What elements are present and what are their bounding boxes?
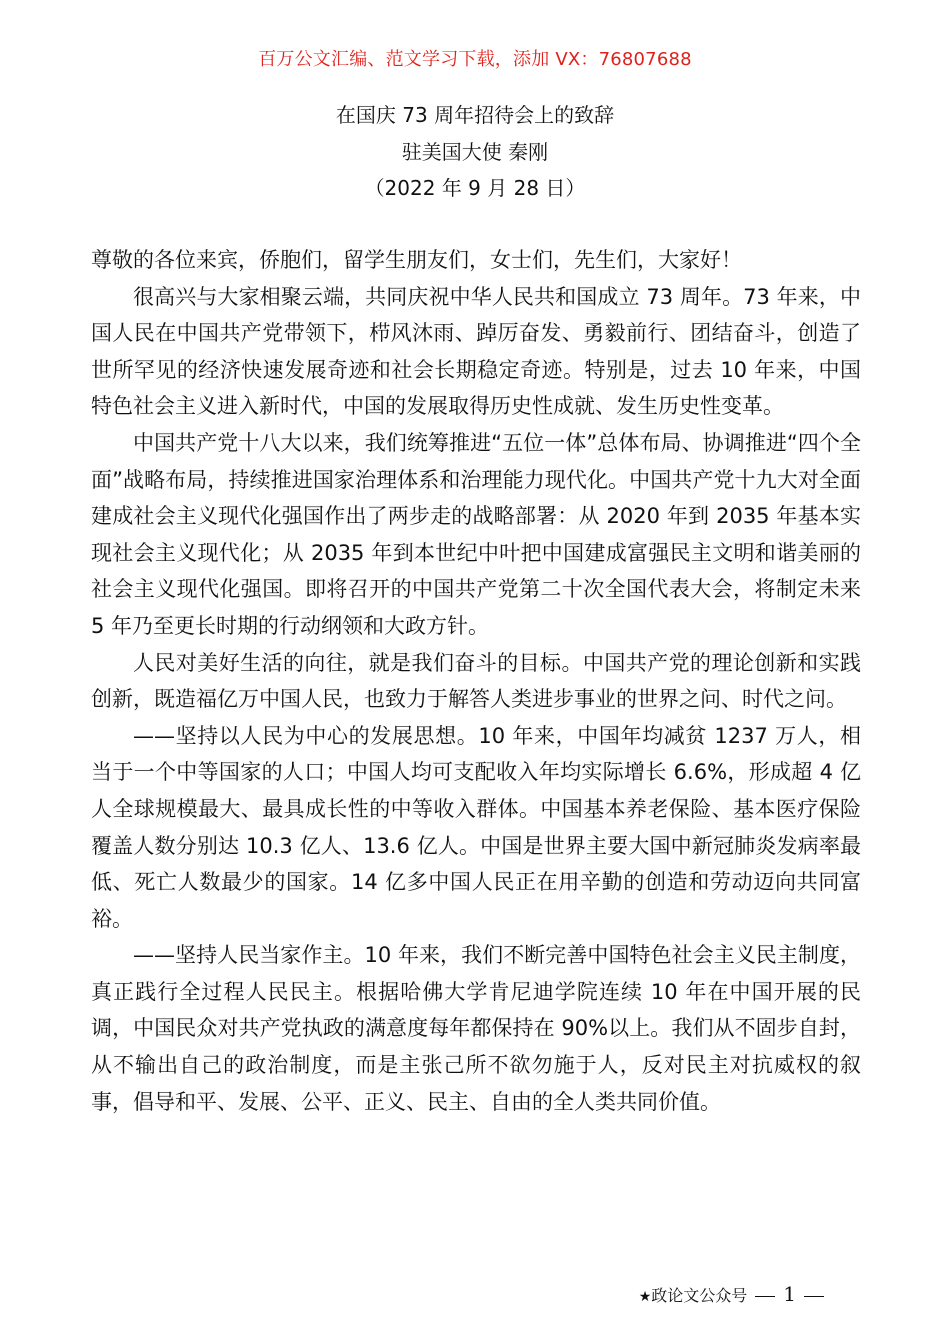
speaker-line: 驻美国大使 秦刚 [401, 139, 549, 164]
paragraph: ——坚持人民当家作主。10 年来，我们不断完善中国特色社会主义民主制度，真正践行全过程人民民主。根据哈佛大学肯尼迪学院连续 10 年在中国开展的民调，中国民众对共产党执政的满意度每年都保持在 90%以上。我们从不固步自封，从不输出自己的政治制度，而是主张己所不欲勿施于人，反对民主对抗威权的叙事，倡导和平、发展、公平、正义、民主、自由的全人类共同价值。 [91, 943, 861, 1114]
document-body [91, 242, 861, 1120]
paragraph: 人民对美好生活的向往，就是我们奋斗的目标。中国共产党的理论创新和实践创新，既造福亿万中国人民，也致力于解答人类进步事业的世界之问、时代之问。 [91, 650, 861, 712]
salutation: 尊敬的各位来宾，侨胞们，留学生朋友们，女士们，先生们，大家好！ [91, 248, 742, 272]
footer-dash-left [755, 1296, 775, 1297]
page-footer [639, 1281, 832, 1310]
footer-dash-right [804, 1296, 824, 1297]
paragraph: 中国共产党十八大以来，我们统筹推进“五位一体”总体布局、协调推进“四个全面”战略布局，持续推进国家治理体系和治理能力现代化。中国共产党十九大对全面建成社会主义现代化强国作出了两步走的战略部署：从 2020 年到 2035 年基本实现社会主义现代化；从 2035 年到本世纪中叶把中国建成富强民主文明和谐美丽的社会主义现代化强国。即将召开的中国共产党第二十次全国代表大会，将制定未来 5 年乃至更长时期的行动纲领和大政方针。 [91, 430, 861, 638]
watermark-banner: 百万公文汇编、范文学习下载，添加 VX：76807688 [258, 49, 692, 70]
footer-source: 政论文公众号 [651, 1286, 748, 1305]
document-header [0, 97, 950, 207]
paragraph: 很高兴与大家相聚云端，共同庆祝中华人民共和国成立 73 周年。73 年来，中国人民在中国共产党带领下，栉风沐雨、踔厉奋发、勇毅前行、团结奋斗，创造了世所罕见的经济快速发展奇迹和社会长期稳定奇迹。特别是，过去 10 年来，中国特色社会主义进入新时代，中国的发展取得历史性成就、发生历史性变革。 [91, 284, 861, 419]
page-number: 1 [783, 1282, 796, 1306]
date-line: （2022 年 9 月 28 日） [364, 176, 586, 200]
star-icon: ★ [638, 1289, 652, 1305]
document-title: 在国庆 73 周年招待会上的致辞 [335, 103, 615, 127]
paragraph: ——坚持以人民为中心的发展思想。10 年来，中国年均减贫 1237 万人，相当于一个中等国家的人口；中国人均可支配收入年均实际增长 6.6%，形成超 4 亿人全球规模最大、最具成长性的中等收入群体。中国基本养老保险、基本医疗保险覆盖人数分别达 10.3 亿人、13.6 亿人。中国是世界主要大国中新冠肺炎发病率最低、死亡人数最少的国家。14 亿多中国人民正在用辛勤的创造和劳动迈向共同富裕。 [91, 723, 861, 931]
